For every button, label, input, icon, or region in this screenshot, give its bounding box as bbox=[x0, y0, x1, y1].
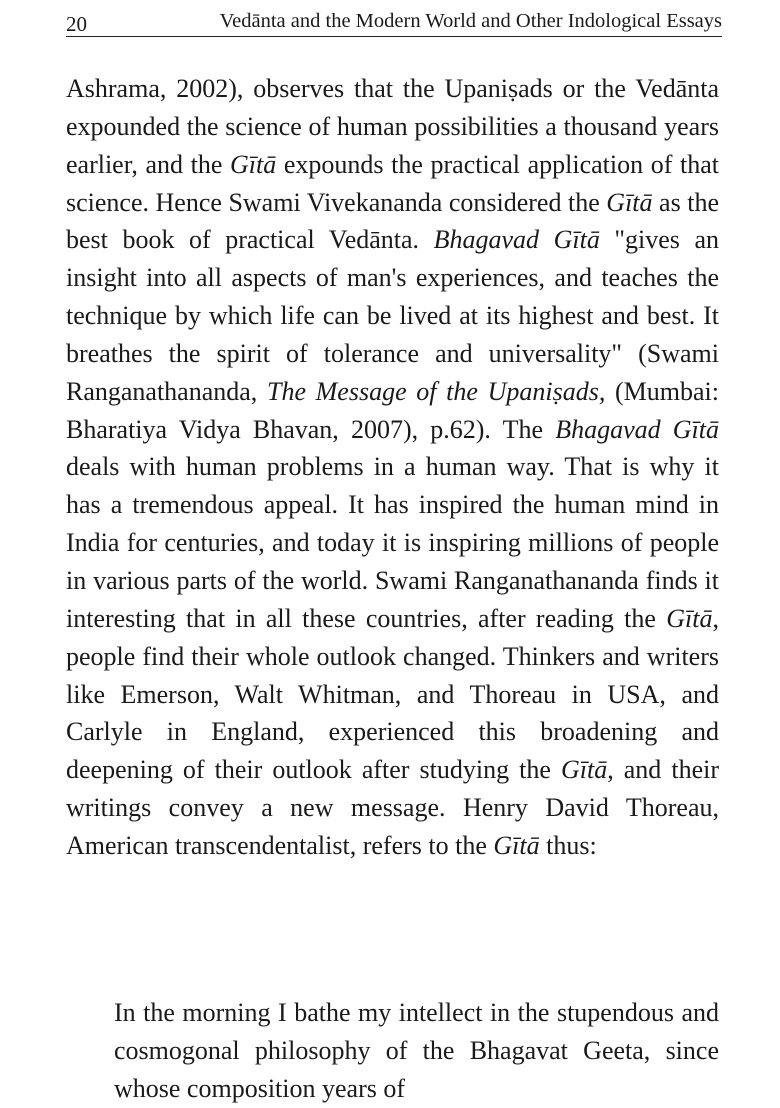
text-segment: , and their writings convey a new message. Henry David Thoreau, American transcendentalist, refers to the bbox=[66, 755, 720, 860]
text-segment: Ashrama, 2002), observes that the Upaniṣads or the Vedānta expounded the science of human possibilities a thousand years earlier, and the bbox=[66, 74, 719, 179]
text-segment: expounds the practical application of that science. Hence Swami Vivekananda considered the bbox=[66, 149, 719, 217]
italic-title: Bhagavad Gītā bbox=[555, 414, 719, 444]
running-title: Vedānta and the Modern World and Other Indological Essays bbox=[219, 10, 722, 32]
running-header bbox=[66, 6, 722, 37]
italic-title: Gītā bbox=[666, 603, 713, 633]
italic-title: Gītā bbox=[493, 830, 540, 860]
text-segment: "gives an insight into all aspects of man's experiences, and teaches the technique by which life can be lived at its highest and best. It breathes the spirit of tolerance and universality" (Swami Ranganathananda, bbox=[66, 225, 719, 406]
text-segment: thus: bbox=[539, 830, 597, 860]
text-segment: (Mumbai: Bharatiya Vidya Bhavan, 2007), p.62). The bbox=[66, 376, 719, 444]
italic-title: Gītā bbox=[606, 187, 653, 217]
italic-title: Bhagavad Gītā bbox=[433, 225, 600, 255]
body-paragraph bbox=[66, 70, 719, 865]
italic-title: Gītā bbox=[230, 149, 277, 179]
italic-title: The Message of the Upaniṣads, bbox=[266, 376, 606, 406]
page-number: 20 bbox=[66, 12, 87, 36]
block-quote: In the morning I bathe my intellect in the stupendous and cosmogonal philosophy of the Bhagavat Geeta, since whose composition years of bbox=[114, 998, 719, 1103]
italic-title: Gītā bbox=[560, 755, 608, 785]
text-segment: , people find their whole outlook changed. Thinkers and writers like Emerson, Walt Whitman, and Thoreau in USA, and Carlyle in England, experienced this broadening and deepening of their outlook after studying the bbox=[66, 603, 719, 785]
text-segment: as the best book of practical Vedānta. bbox=[66, 187, 720, 255]
text-segment: deals with human problems in a human way. That is why it has a tremendous appeal. It has inspired the human mind in India for centuries, and today it is inspiring millions of people in various parts of the world. Swami Ranganathananda finds it interesting that in all these countries, after reading the bbox=[66, 452, 719, 633]
